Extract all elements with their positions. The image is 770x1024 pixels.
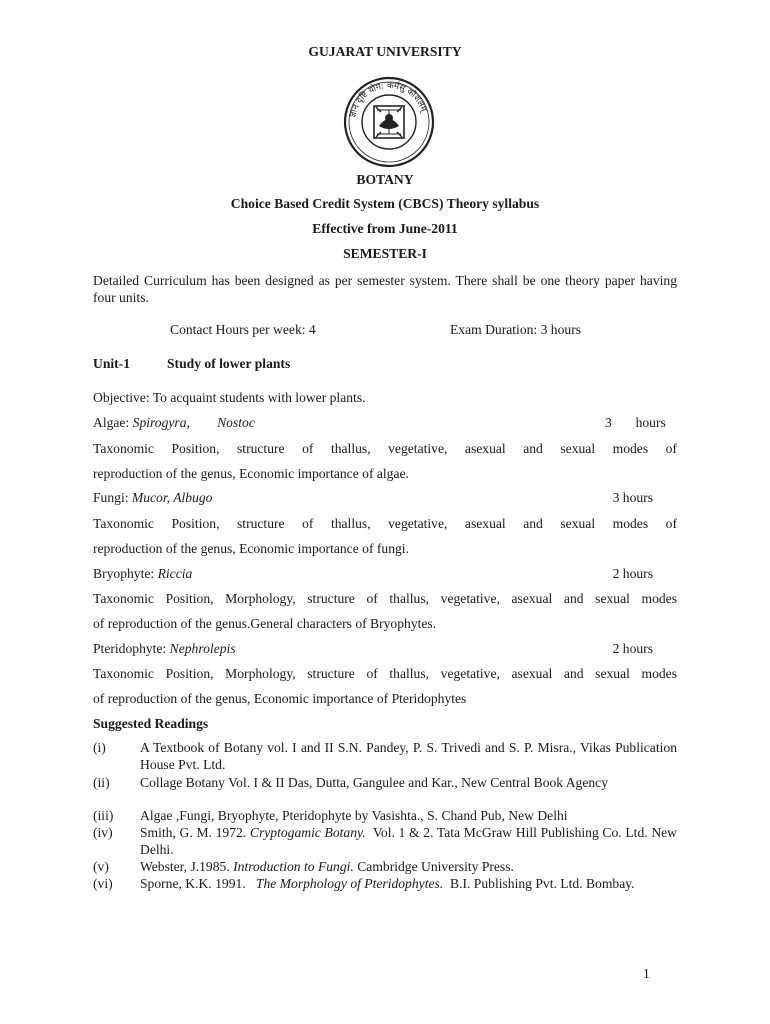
- unit-number: Unit-1: [93, 356, 131, 371]
- reading-number: (v): [93, 859, 109, 874]
- topic-label: Bryophyte:: [93, 566, 158, 581]
- topic-desc-line: Taxonomic Position, Morphology, structure of thallus, vegetative, asexual and sexual modes: [93, 591, 677, 606]
- readings-heading: Suggested Readings: [93, 716, 209, 731]
- reading-number: (iv): [93, 825, 113, 840]
- reading-number: (vi): [93, 876, 113, 891]
- reading-title: The Morphology of Pteridophytes.: [255, 876, 444, 891]
- university-seal: [343, 76, 435, 168]
- reading-text: Vol. 1 & 2. Tata McGraw Hill Publishing Co. Ltd. New Delhi.: [140, 825, 681, 857]
- topic-bryophyte: [93, 566, 653, 582]
- topic-fungi: [93, 490, 653, 506]
- reading-text: Webster, J.1985.: [140, 859, 234, 874]
- topic-desc-line: Taxonomic Position, structure of thallus, vegetative, asexual and sexual modes of: [93, 441, 677, 456]
- topic-desc-line: of reproduction of the genus, Economic importance of Pteridophytes: [93, 691, 467, 706]
- subject-title: BOTANY: [356, 172, 414, 187]
- reading-item: [140, 740, 677, 773]
- effective-date: Effective from June-2011: [312, 221, 458, 236]
- topic-desc-line: reproduction of the genus, Economic importance of algae.: [93, 466, 409, 481]
- reading-number: (ii): [93, 775, 110, 790]
- topic-label: Fungi:: [93, 490, 132, 505]
- readings-list: [0, 740, 770, 910]
- topic-genera: Spirogyra, Nostoc: [132, 415, 255, 430]
- reading-item: [140, 876, 677, 893]
- topic-hours: 3 hours: [605, 415, 666, 430]
- topic-hours: 2 hours: [612, 641, 653, 656]
- seal-emblem-icon: [343, 76, 435, 168]
- reading-item: [140, 859, 677, 876]
- reading-item: [140, 775, 640, 792]
- intro-paragraph: Detailed Curriculum has been designed as per semester system. There shall be one theory paper having four units.: [93, 273, 677, 305]
- topic-desc-line: Taxonomic Position, Morphology, structure of thallus, vegetative, asexual and sexual modes: [93, 666, 677, 681]
- reading-text: Smith, G. M. 1972.: [140, 825, 250, 840]
- topic-label: Pteridophyte:: [93, 641, 170, 656]
- page-number: 1: [643, 966, 650, 981]
- reading-text: Collage Botany Vol. I & II Das, Dutta, Gangulee and Kar., New Central Book Agency: [140, 775, 609, 790]
- topic-label: Algae:: [93, 415, 133, 430]
- topic-pteridophyte: [93, 641, 653, 657]
- reading-number: (iii): [93, 808, 114, 823]
- semester-title: SEMESTER-I: [343, 246, 427, 261]
- topic-desc-line: of reproduction of the genus.General characters of Bryophytes.: [93, 616, 437, 631]
- reading-text: Cambridge University Press.: [353, 859, 514, 874]
- topic-hours: 2 hours: [612, 566, 653, 581]
- unit-objective: Objective: To acquaint students with lower plants.: [93, 390, 366, 405]
- topic-genera: Nephrolepis: [169, 641, 236, 656]
- reading-title: Introduction to Fungi.: [233, 859, 354, 874]
- topic-hours: 3 hours: [612, 490, 653, 505]
- topic-desc-line: Taxonomic Position, structure of thallus, vegetative, asexual and sexual modes of: [93, 516, 677, 531]
- topic-genera: Mucor, Albugo: [131, 490, 213, 505]
- seal-motto: ज्ञान दृष्टि योग: कर्मसु कौशलम्: [348, 80, 429, 119]
- reading-text: Algae ,Fungi, Bryophyte, Pteridophyte by Vasishta., S. Chand Pub, New Delhi: [140, 808, 568, 823]
- reading-text: B.I. Publishing Pvt. Ltd. Bombay.: [443, 876, 635, 891]
- reading-item: [140, 808, 677, 825]
- university-name: GUJARAT UNIVERSITY: [308, 44, 462, 59]
- exam-duration: Exam Duration: 3 hours: [450, 322, 582, 337]
- reading-text: A Textbook of Botany vol. I and II S.N. Pandey, P. S. Trivedi and S. P. Misra., Vikas Publication House Pvt. Ltd.: [140, 740, 677, 772]
- topic-algae: [93, 415, 677, 431]
- topic-desc-line: reproduction of the genus, Economic importance of fungi.: [93, 541, 409, 556]
- contact-hours: Contact Hours per week: 4: [170, 322, 316, 337]
- reading-title: Cryptogamic Botany.: [249, 825, 366, 840]
- reading-text: Sporne, K.K. 1991.: [140, 876, 256, 891]
- unit-title: Study of lower plants: [167, 356, 291, 371]
- reading-number: (i): [93, 740, 106, 755]
- syllabus-title: Choice Based Credit System (CBCS) Theory syllabus: [230, 196, 540, 211]
- topic-genera: Riccia: [157, 566, 193, 581]
- reading-item: [140, 825, 681, 858]
